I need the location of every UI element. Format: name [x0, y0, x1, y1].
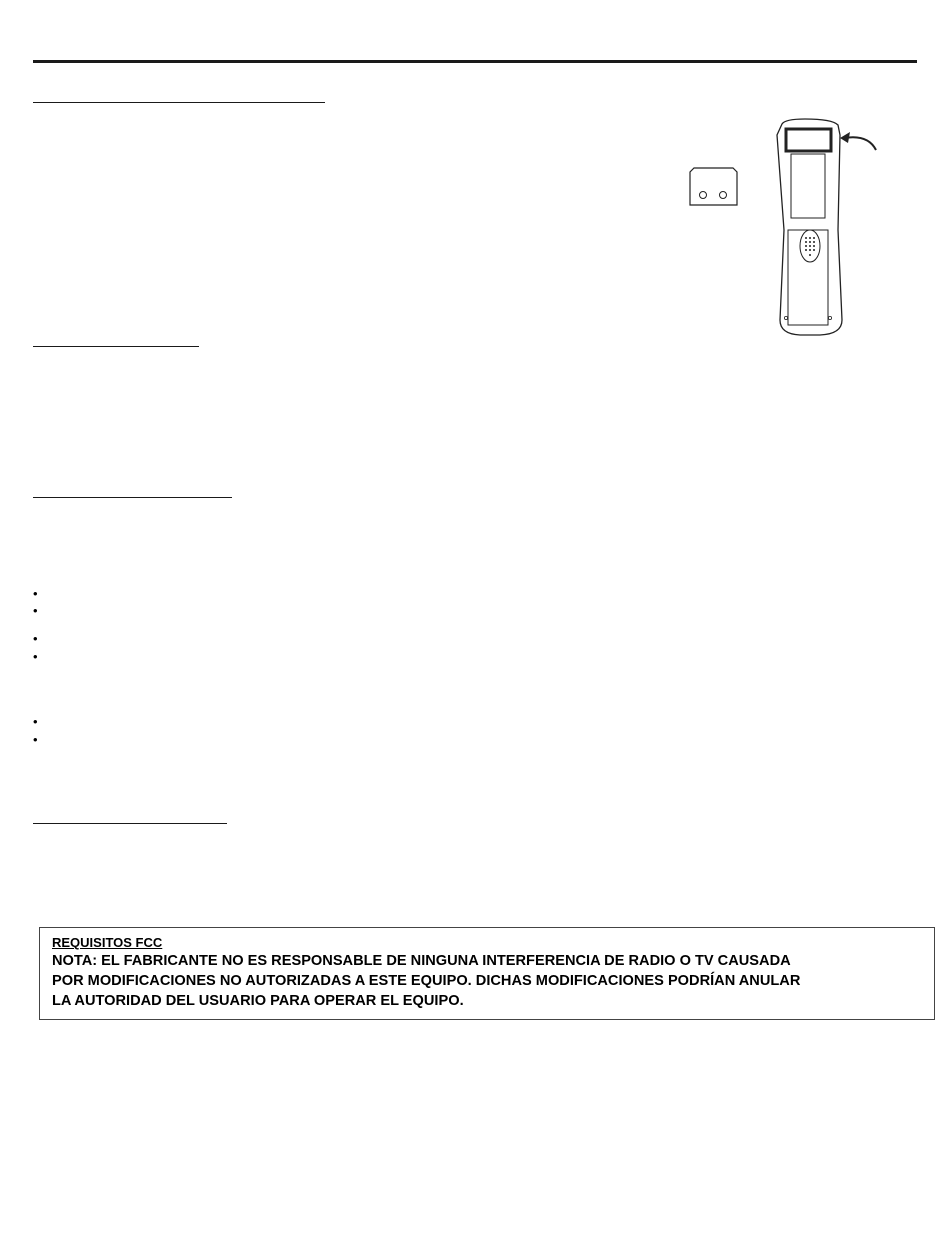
section-heading-rule-3 [33, 497, 232, 498]
bullet-marker: • [33, 649, 38, 664]
top-divider [33, 60, 917, 63]
section-heading-rule-4 [33, 823, 227, 824]
remote-screw-left [784, 316, 787, 319]
bullet-marker: • [33, 586, 38, 601]
arrow-head-icon [840, 132, 850, 143]
remote-screw-right [828, 316, 831, 319]
remote-display [791, 154, 825, 218]
curved-arrow-icon [844, 137, 876, 150]
fcc-title: REQUISITOS FCC [52, 935, 163, 950]
battery-cover-hole-left [700, 192, 707, 199]
remote-top-window [786, 129, 831, 151]
fcc-notice-text: NOTA: EL FABRICANTE NO ES RESPONSABLE DE NINGUNA INTERFERENCIA DE RADIO O TV CAUSADA POR MODIFICACIONES NO AUTORIZADAS A ESTE EQUIPO. DICHAS MODIFICACIONES PODRÍAN ANULAR LA AUTORIDAD DEL USUARIO PARA OPERAR EL EQUIPO. [52, 953, 801, 1009]
section-heading-rule-1 [33, 102, 325, 103]
battery-cover-hole-right [720, 192, 727, 199]
bullet-marker: • [33, 603, 38, 618]
remote-battery-illustration [680, 110, 900, 340]
bullet-marker: • [33, 631, 38, 646]
battery-cover-piece [690, 168, 737, 205]
fcc-requirements-box [39, 927, 935, 1020]
bullet-marker: • [33, 714, 38, 729]
section-heading-rule-2 [33, 346, 199, 347]
bullet-marker: • [33, 732, 38, 747]
